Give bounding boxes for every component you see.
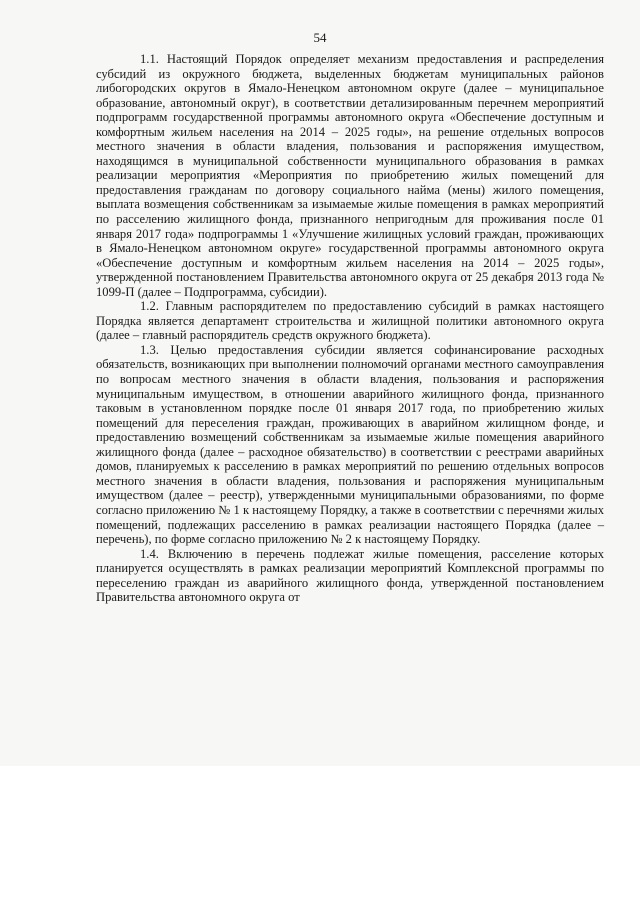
page-number: 54 [313,30,327,45]
blank-area [0,766,640,905]
paragraph-1-4: 1.4. Включению в перечень подлежат жилые помещения, расселение которых планируется осуществлять в рамках реализации мероприятий Комплексной программы по переселению граждан из аварийного жилищного фонда, утвержденной постановлением Правительства автономного округа от [96,546,604,605]
paragraph-1-1: 1.1. Настоящий Порядок определяет механизм предоставления и распределения субсидий из окружного бюджета, выделенных бюджетам муниципальных районов либогородских округов в Ямало-Ненецком автономном округе (далее – муниципальное образование, автономный округ), в соответствии детализированным перечнем мероприятий подпрограмм государственной программы автономного округа «Обеспечение доступным и комфортным жильем населения на 2014 – 2025 годы», на решение отдельных вопросов местного значения в области владения, пользования и распоряжения имуществом, находящимся в муниципальной собственности муниципального образования в рамках реализации мероприятия «Мероприятия по приобретению жилых помещений для предоставления гражданам по договору социального найма (мены) жилого помещения, выплата возмещения собственникам за изымаемые жилые помещения в рамках мероприятий по расселению жилищного фонда, признанного непригодным для проживания после 01 января 2017 года» подпрограммы 1 «Улучшение жилищных условий граждан, проживающих в Ямало-Ненецком автономном округе» государственной программы автономного округа «Обеспечение доступным и комфортным жильем населения на 2014 – 2025 годы», утвержденной постановлением Правительства автономного округа от 25 декабря 2013 года № 1099-П (далее – Подпрограмма, субсидии). [96,52,604,299]
document-body [96,52,604,605]
paragraph-1-2: 1.2. Главным распорядителем по предоставлению субсидий в рамках настоящего Порядка является департамент строительства и жилищной политики автономного округа (далее – главный распорядитель средств окружного бюджета). [96,299,604,343]
paragraph-1-3: 1.3. Целью предоставления субсидии является софинансирование расходных обязательств, возникающих при выполнении полномочий органами местного самоуправления по вопросам местного значения в области владения, пользования и распоряжения муниципальным имуществом, в отношении аварийного жилищного фонда, признанного таковым в установленном порядке после 01 января 2017 года, по приобретению жилых помещений для переселения граждан, проживающих в аварийном жилищном фонде, и предоставлению возмещений собственникам за изымаемые жилые помещения аварийного жилищного фонда (далее – расходное обязательство) в соответствии с реестрами аварийных домов, планируемых к расселению в рамках мероприятий по решению отдельных вопросов местного значения в области владения, пользования и распоряжения муниципальным имуществом (далее – реестр), утвержденными муниципальными образованиями, по форме согласно приложению № 1 к настоящему Порядку, а также в соответствии с перечнями жилых помещений, подлежащих расселению в рамках реализации настоящего Порядка (далее – перечень), по форме согласно приложению № 2 к настоящему Порядку. [96,342,604,547]
